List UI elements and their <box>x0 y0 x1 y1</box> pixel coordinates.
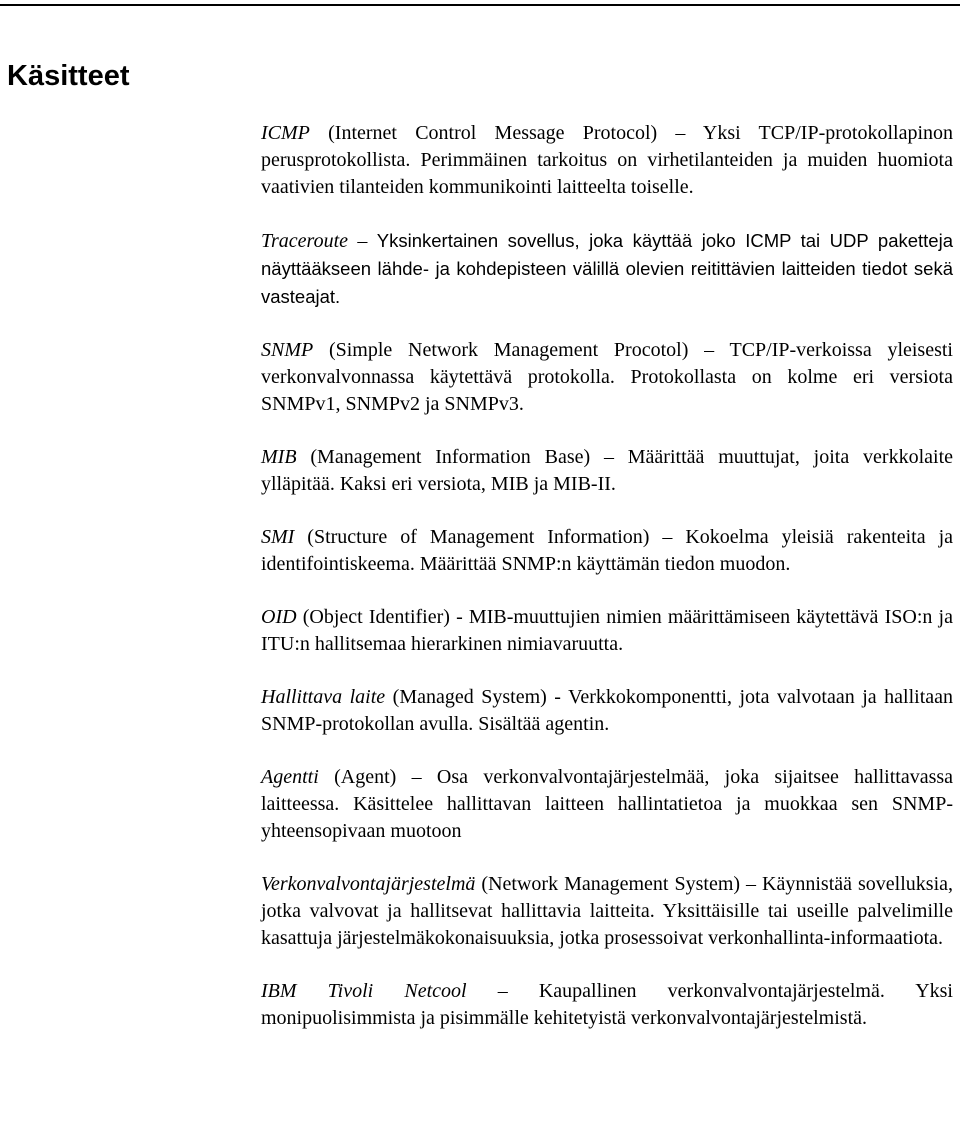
definition-separator: – <box>466 980 539 1002</box>
definition-separator <box>385 686 393 708</box>
term-icmp: ICMP <box>261 122 310 144</box>
definition-netcool <box>261 978 953 1032</box>
definition-icmp-text: (Internet Control Message Protocol) – Yksi TCP/IP-protokollapinon perusprotokollista. Perimmäinen tarkoitus on virhetilanteiden ja muiden huomiota vaativien tilanteiden kommunikointi laitteelta toiselle. <box>261 122 954 198</box>
definition-traceroute <box>261 227 953 311</box>
definition-traceroute-text: Yksinkertainen sovellus, joka käyttää joko ICMP tai UDP paketteja näyttääkseen lähde- ja kohdepisteen välillä olevien reitittävien laitteiden tiedot sekä vasteajat. <box>261 230 953 307</box>
definition-separator: – <box>348 230 377 252</box>
term-traceroute: Traceroute <box>261 230 349 252</box>
top-rule <box>0 4 960 6</box>
definition-managed-system <box>261 684 953 738</box>
term-managed-system: Hallittava laite <box>261 686 386 708</box>
definition-separator <box>294 526 307 548</box>
term-nms: Verkonvalvontajärjestelmä <box>261 873 476 895</box>
definition-separator <box>319 766 334 788</box>
term-agent: Agentti <box>261 766 319 788</box>
definition-nms-text: (Network Management System) – Käynnistää sovelluksia, jotka valvovat ja hallitsevat hallittavia laitteita. Yksittäisille tai useille palvelimille kasattuja järjestelmäkokonaisuuksia, jotka prosessoivat verkonhallinta-informaatiota. <box>261 873 954 949</box>
term-oid: OID <box>261 606 297 628</box>
definition-smi <box>261 524 953 578</box>
definition-separator <box>297 446 311 468</box>
definition-oid-text: (Object Identifier) - MIB-muuttujien nimien määrittämiseen käytettävä ISO:n ja ITU:n hallitsemaa hierarkinen nimiavaruutta. <box>261 606 953 655</box>
definition-agent-text: (Agent) – Osa verkonvalvontajärjestelmää, joka sijaitsee hallittavassa laitteessa. Käsittelee hallittavan laitteen hallintatietoa ja muokkaa sen SNMP-yhteensopivaan muotoon <box>261 766 954 842</box>
definition-agent <box>261 764 953 845</box>
definition-snmp <box>261 337 953 418</box>
term-mib: MIB <box>261 446 297 468</box>
definition-snmp-text: (Simple Network Management Procotol) – TCP/IP-verkoissa yleisesti verkonvalvonnassa käytettävä protokolla. Protokollasta on kolme eri versiota SNMPv1, SNMPv2 ja SNMPv3. <box>261 339 953 415</box>
definition-netcool-text: Kaupallinen verkonvalvontajärjestelmä. Yksi monipuolisimmista ja pisimmälle kehitetyistä verkonvalvontajärjestelmistä. <box>261 980 953 1029</box>
page-title: Käsitteet <box>7 60 130 92</box>
term-smi: SMI <box>261 526 295 548</box>
definition-managed-system-text: (Managed System) - Verkkokomponentti, jota valvotaan ja hallitaan SNMP-protokollan avulla. Sisältää agentin. <box>261 686 954 735</box>
term-netcool: IBM Tivoli Netcool <box>261 980 467 1002</box>
definition-mib-text: (Management Information Base) – Määrittää muuttujat, joita verkkolaite ylläpitää. Kaksi eri versiota, MIB ja MIB-II. <box>261 446 954 495</box>
definition-oid <box>261 604 953 658</box>
definition-nms <box>261 871 953 952</box>
definition-separator <box>310 122 328 144</box>
definition-separator <box>313 339 329 361</box>
definition-smi-text: (Structure of Management Information) – Kokoelma yleisiä rakenteita ja identifointiskeema. Määrittää SNMP:n käyttämän tiedon muodon. <box>261 526 954 575</box>
term-snmp: SNMP <box>261 339 314 361</box>
definition-list <box>261 120 953 1058</box>
definition-icmp <box>261 120 953 201</box>
definition-mib <box>261 444 953 498</box>
